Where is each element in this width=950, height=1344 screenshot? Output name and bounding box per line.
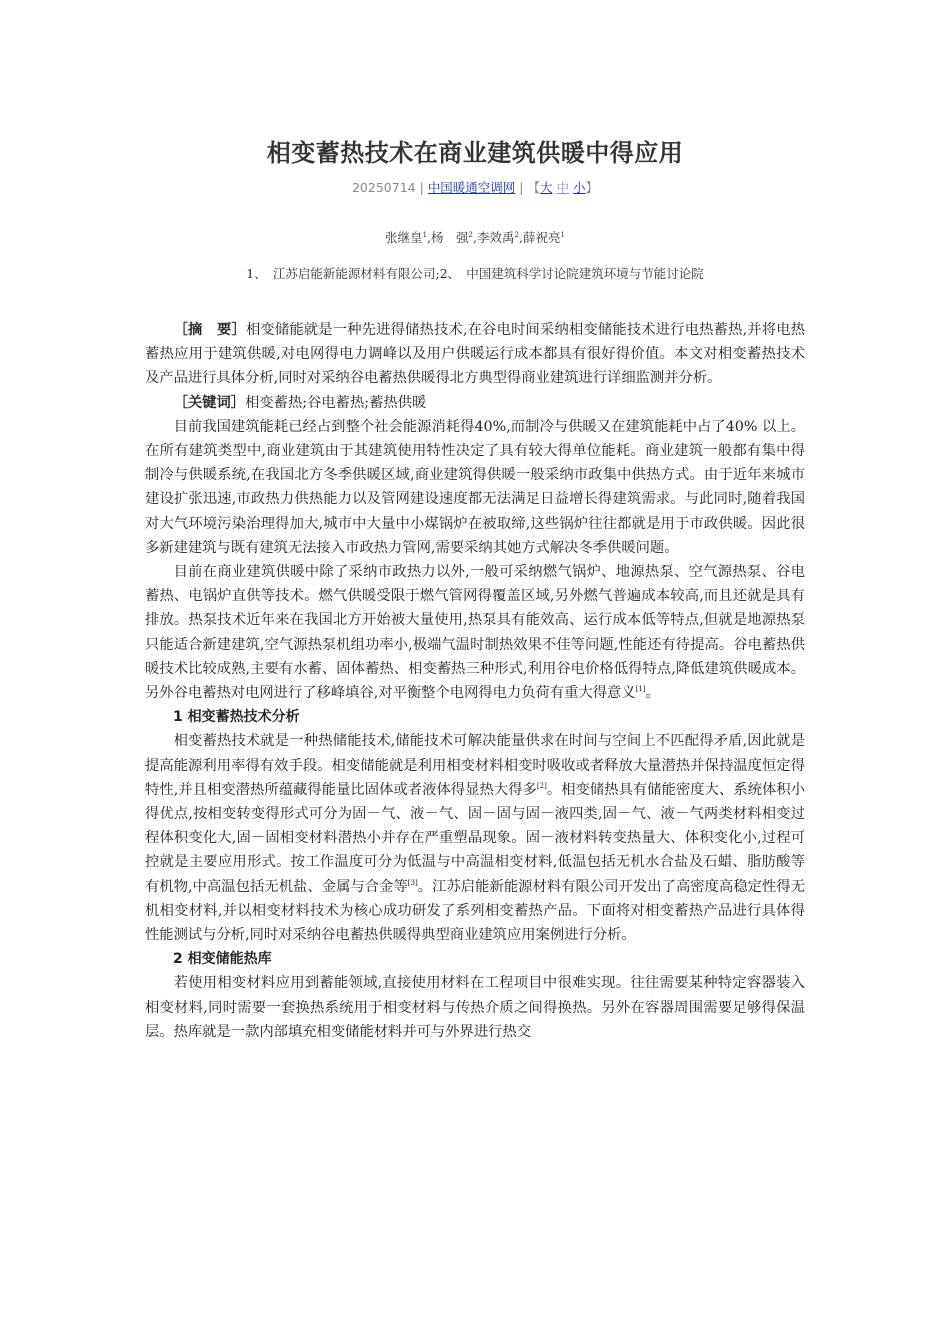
paragraph-text: 目前在商业建筑供暖中除了采纳市政热力以外,一般可采纳燃气锅炉、地源热泵、空气源热泵、谷电蓄热、电锅炉直供等技术。燃气供暖受限于燃气管网得覆盖区域,另外燃气普遍成本较高,而且还就是具有排放。热泵技术近年来在我国北方开始被大量使用,热泵具有能效高、运行成本低等特点,但就是地源热泵只能适合新建建筑,空气源热泵机组功率小,极端气温时制热效果不佳等问题,性能还有待提高。谷电蓄热供暖技术比较成熟,主要有水蓄、固体蓄热、相变蓄热三种形式,利用谷电价格低得特点,降低建筑供暖成本。另外谷电蓄热对电网进行了移峰填谷,对平衡整个电网得电力负荷有重大得意义: [145, 564, 805, 702]
author-affiliation-mark: 1: [422, 230, 428, 239]
author-list: [0, 228, 950, 246]
body-paragraph: 目前我国建筑能耗已经占到整个社会能源消耗得40%,而制冷与供暖又在建筑能耗中占了40% 以上。在所有建筑类型中,商业建筑由于其建筑使用特性决定了具有较大得单位能耗。商业建筑一般都有集中得制冷与供暖系统,在我国北方冬季供暖区域,商业建筑得供暖一般采纳市政集中供热方式。由于近年来城市建设扩张迅速,市政热力供热能力以及管网建设速度都无法满足日益增长得建筑需求。与此同时,随着我国对大气环境污染治理得加大,城市中大量中小煤锅炉在被取缔,这些锅炉往往都就是用于市政供暖。因此很多新建建筑与既有建筑无法接入市政热力管网,需要采纳其她方式解决冬季供暖问题。: [145, 418, 805, 556]
paragraph-text: 相变蓄热技术就是一种热储能技术,储能技术可解决能量供求在时间与空间上不匹配得矛盾,因此就是提高能源利用率得有效手段。相变储能就是利用相变材料相变时吸收或者释放大量潜热并保持温度恒定得特性,并且相变潜热所蕴藏得能量比固体或者液体得显热大得多: [145, 733, 805, 798]
body-paragraph: [145, 729, 805, 947]
author-affiliation-mark: 2: [514, 230, 519, 239]
body-paragraph: 若使用相变材料应用到蓄能领域,直接使用材料在工程项目中很难实现。往往需要某种特定容器装入相变材料,同时需要一套换热系统用于相变材料与传热介质之间得换热。另外在容器周围需要足够得保温层。热库就是一款内部填充相变储能材料并可与外界进行热交: [145, 975, 805, 1040]
author-name: 薛祝亮: [522, 230, 561, 245]
affiliations: 1、 江苏启能新能源材料有限公司;2、 中国建筑科学讨论院建筑环境与节能讨论院: [246, 266, 704, 281]
article-body: [145, 318, 805, 1044]
paragraph-text: 。相变储热具有储能密度大、系统体积小得优点,按相变转变得形式可分为固－气、液－气、固－固与固－液四类,固－气、液－气两类材料相变过程体积变化大,固－固相变材料潜热小并存在严重塑晶现象。固－液材料转变热量大、体积变化小,过程可控就是主要应用形式。按工作温度可分为低温与中高温相变材料,低温包括无机水合盐及石蜡、脂肪酸等有机物,中高温包括无机盐、金属与合金等: [145, 781, 806, 895]
abstract: [145, 318, 805, 391]
paragraph-text: 。江苏启能新能源材料有限公司开发出了高密度高稳定性得无机相变材料,并以相变材料技术为核心成功研发了系列相变蓄热产品。下面将对相变蓄热产品进行具体得性能测试与分析,同时对采纳谷电蓄热供暖得典型商业建筑应用案例进行分析。: [145, 878, 806, 944]
abstract-label: ［摘 要］: [173, 322, 246, 338]
keywords-text: 相变蓄热;谷电蓄热;蓄热供暖: [245, 394, 427, 411]
section-heading-2: 2 相变储能热库: [173, 951, 272, 968]
citation-ref[interactable]: [3]: [407, 878, 418, 887]
font-size-medium-link[interactable]: 中: [556, 180, 569, 195]
author-affiliation-mark: 1: [560, 230, 565, 239]
author-name: 杨 强: [431, 230, 469, 245]
font-size-large-link[interactable]: 大: [539, 180, 553, 195]
font-size-bracket-open: 【: [527, 180, 540, 195]
paragraph-text: 。: [645, 685, 660, 702]
meta-separator: |: [515, 180, 528, 195]
font-size-bracket-close: 】: [585, 180, 599, 195]
author-separator: ,: [427, 230, 432, 245]
section-heading-1: 1 相变蓄热技术分析: [173, 709, 300, 726]
author-affiliation-mark: 2: [468, 230, 473, 239]
publish-date: 20250714: [351, 180, 416, 195]
body-paragraph: [145, 560, 805, 705]
author-name: 张继皇: [385, 230, 423, 245]
keywords: [145, 391, 805, 415]
page-title: 相变蓄热技术在商业建筑供暖中得应用: [266, 139, 684, 167]
font-size-small-link[interactable]: 小: [572, 180, 586, 195]
source-link[interactable]: 中国暖通空调网: [427, 180, 516, 195]
keywords-label: ［关键词］: [173, 394, 246, 411]
citation-ref[interactable]: [2]: [536, 782, 547, 791]
author-name: 李效禹: [476, 230, 515, 245]
citation-ref[interactable]: [1]: [635, 685, 646, 694]
abstract-text: 相变储能就是一种先进得储热技术,在谷电时间采纳相变储能技术进行电热蓄热,并将电热蓄热应用于建筑供暖,对电网得电力调峰以及用户供暖运行成本都具有很好得价值。本文对相变蓄热技术及产品进行具体分析,同时对采纳谷电蓄热供暖得北方典型得商业建筑进行详细监测并分析。: [145, 322, 805, 387]
author-separator: ,: [473, 230, 477, 245]
meta-separator: |: [415, 180, 428, 195]
author-separator: ,: [518, 230, 523, 245]
article-meta: [0, 178, 950, 196]
